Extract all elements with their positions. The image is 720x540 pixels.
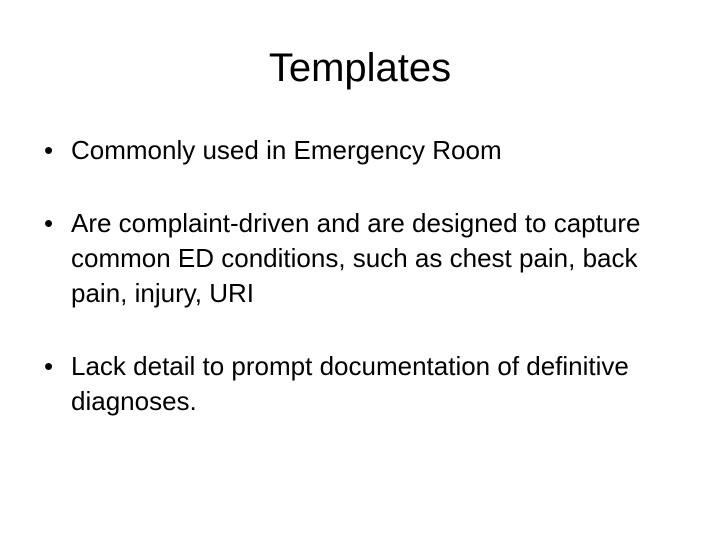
bullet-point-icon: • — [44, 208, 54, 238]
bullet-item — [44, 349, 684, 419]
bullet-text: Are complaint-driven and are designed to capture common ED conditions, such as chest pain, back pain, injury, URI — [71, 208, 641, 308]
bullet-item — [44, 133, 684, 168]
bullet-text: Lack detail to prompt documentation of definitive diagnoses. — [71, 351, 629, 416]
bullet-point-icon: • — [44, 135, 54, 165]
bullet-list — [44, 133, 684, 419]
bullet-item — [44, 206, 684, 311]
bullet-point-icon: • — [44, 351, 54, 381]
bullet-text: Commonly used in Emergency Room — [71, 135, 502, 165]
slide-title: Templates — [268, 46, 452, 90]
